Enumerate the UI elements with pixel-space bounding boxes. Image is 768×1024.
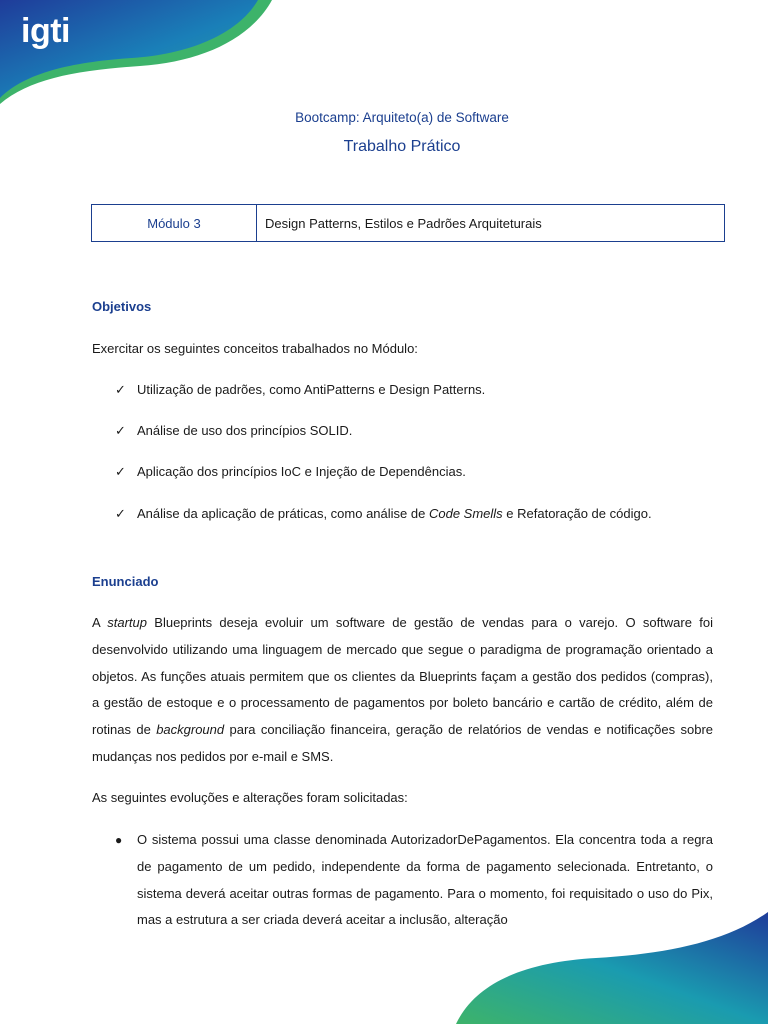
bootcamp-title: Bootcamp: Arquiteto(a) de Software xyxy=(295,110,509,125)
document-subtitle: Trabalho Prático xyxy=(343,138,461,155)
objetivos-intro: Exercitar os seguintes conceitos trabalhados no Módulo: xyxy=(92,341,418,356)
module-table xyxy=(91,204,725,242)
enunciado-paragraph: A startup Blueprints deseja evoluir um software de gestão de vendas para o varejo. O software foi desenvolvido utilizando uma linguagem de mercado que segue o paradigma de programação orientado a objetos. As funções atuais permitem que os clientes da Blueprints façam a gestão dos pedidos (compras), a gestão de estoque e o processamento de pagamentos por boleto bancário e cartão de crédito, além de rotinas de background para conciliação financeira, geração de relatórios de vendas e notificações sobre mudanças nos pedidos por e-mail e SMS. xyxy=(92,615,713,764)
list-item: ✓ Análise da aplicação de práticas, como análise de Code Smells e Refatoração de código. xyxy=(115,506,652,521)
list-item: ● O sistema possui uma classe denominada AutorizadorDePagamentos. Ela concentra toda a regra de pagamento de um pedido, independente da forma de pagamento selecionada. Entretanto, o sistema deverá aceitar outras formas de pagamento. Para o momento, foi requisitado o uso do Pix, mas a estrutura a ser criada deverá aceitar a inclusão, alteração xyxy=(115,827,713,934)
checkmark-icon: ✓ xyxy=(115,464,126,479)
enunciado-heading: Enunciado xyxy=(92,574,159,589)
list-item: ✓ Aplicação dos princípios IoC e Injeção de Dependências. xyxy=(115,464,466,479)
enunciado-intro: As seguintes evoluções e alterações foram solicitadas: xyxy=(92,790,408,805)
objetivos-heading: Objetivos xyxy=(92,299,152,314)
igti-logo: igti xyxy=(21,12,70,50)
bullet-icon: ● xyxy=(115,833,123,847)
module-label: Módulo 3 xyxy=(92,205,257,241)
checkmark-icon: ✓ xyxy=(115,506,126,521)
checkmark-icon: ✓ xyxy=(115,382,126,397)
module-title: Design Patterns, Estilos e Padrões Arquiteturais xyxy=(265,215,542,231)
list-item: ✓ Análise de uso dos princípios SOLID. xyxy=(115,423,353,438)
checkmark-icon: ✓ xyxy=(115,423,126,438)
list-item: ✓ Utilização de padrões, como AntiPatterns e Design Patterns. xyxy=(115,382,486,397)
